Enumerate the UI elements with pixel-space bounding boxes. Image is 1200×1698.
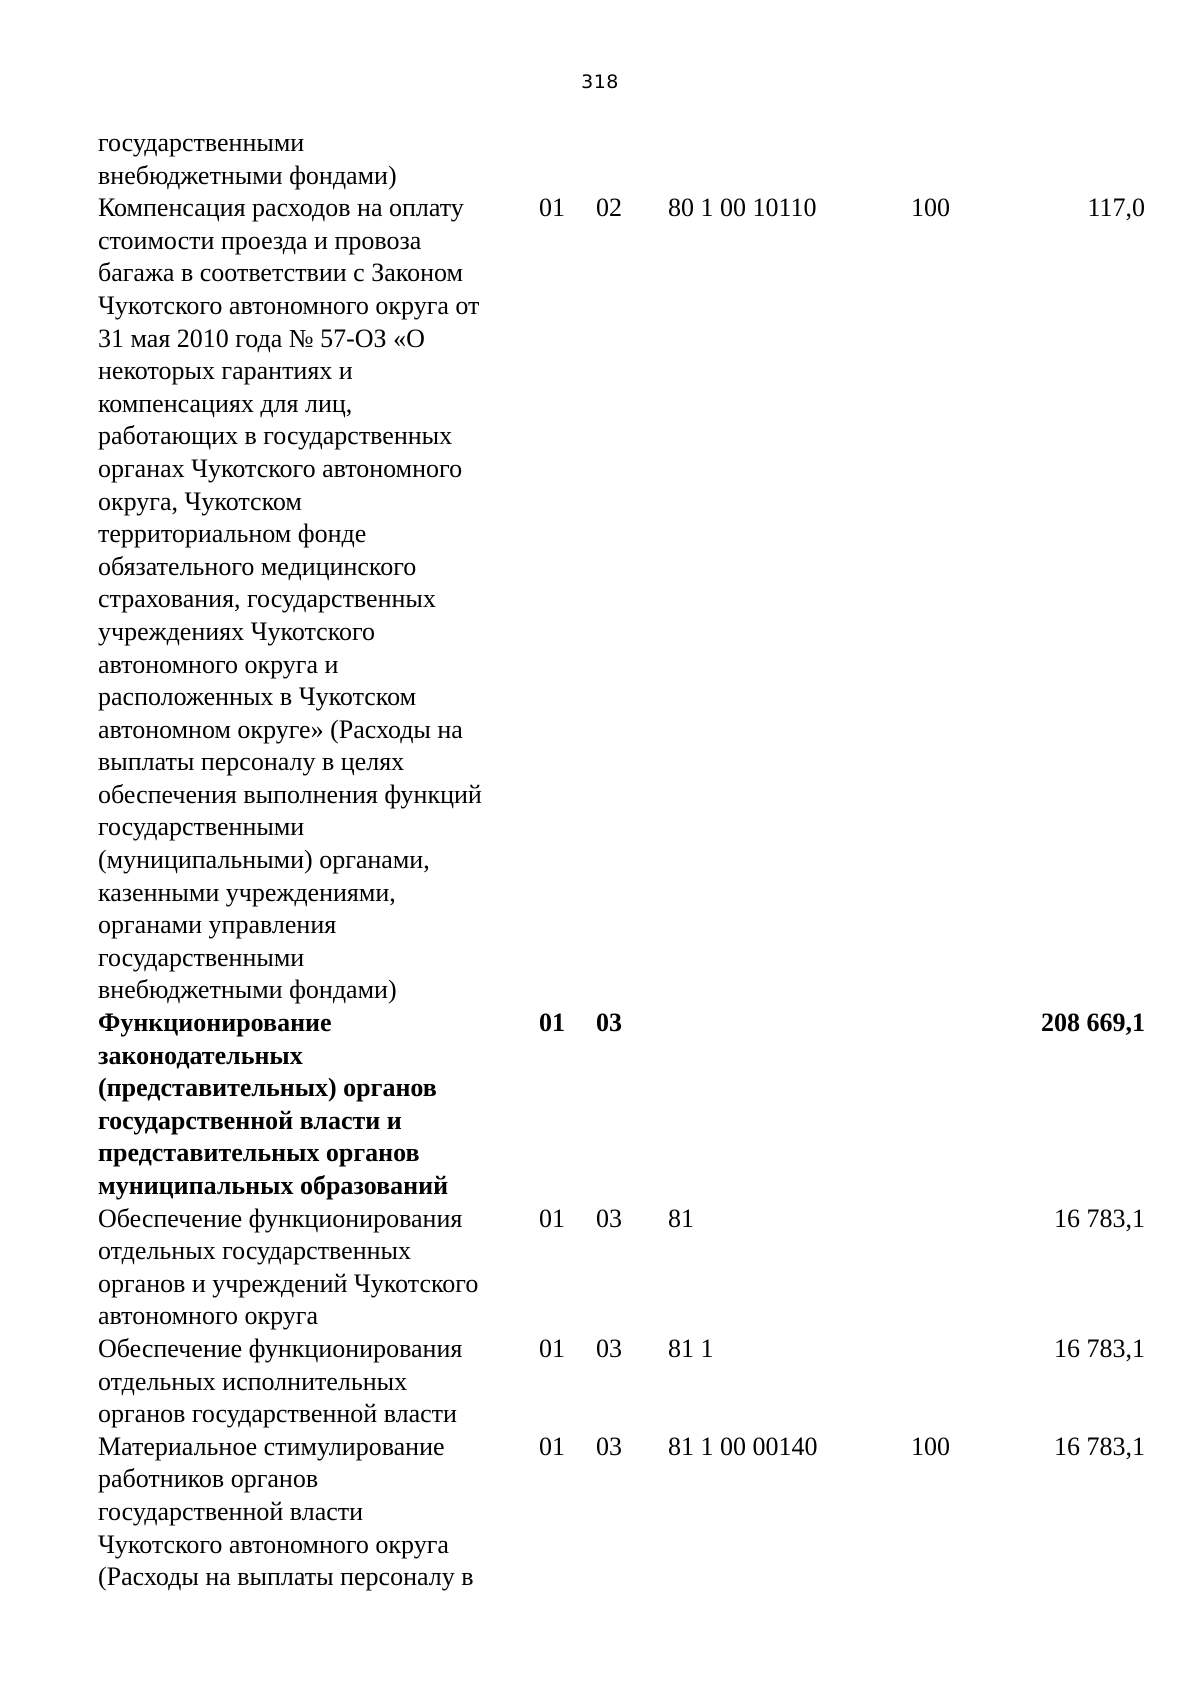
row-name-line: багажа в соответствии с Законом: [98, 258, 463, 288]
row-name-line: государственными: [98, 942, 305, 972]
row-name-line: работников органов: [98, 1464, 319, 1494]
section-code: 01: [539, 1333, 565, 1363]
row-name-line: страхования, государственных: [98, 584, 436, 614]
row-name-line: автономного округа: [98, 1301, 318, 1331]
row-name-line: органов государственной власти: [98, 1399, 457, 1429]
row-name: [98, 1431, 528, 1594]
row-name-line: Компенсация расходов на оплату: [98, 193, 464, 223]
row-name-line: законодательных: [98, 1040, 303, 1070]
row-name-line: Чукотского автономного округа от: [98, 290, 480, 320]
page-number: 318: [581, 71, 619, 93]
expense-type-code: 100: [911, 193, 950, 223]
row-name-line: выплаты персоналу в целях: [98, 747, 405, 777]
row-name-line: органов и учреждений Чукотского: [98, 1268, 479, 1298]
target-article-code: 80 1 00 10110: [668, 193, 817, 223]
row-name-line: внебюджетными фондами): [98, 975, 397, 1005]
row-name-line: (муниципальными) органами,: [98, 845, 430, 875]
table-row: [0, 192, 1200, 1007]
row-name-line: работающих в государственных: [98, 421, 453, 451]
row-name: [98, 1203, 528, 1333]
row-name-line: 31 мая 2010 года № 57-ОЗ «О: [98, 323, 425, 353]
row-name-line: Обеспечение функционирования: [98, 1333, 463, 1363]
row-name-line: Материальное стимулирование: [98, 1431, 445, 1461]
row-name-line: учреждениях Чукотского: [98, 616, 376, 646]
row-name-line: обеспечения выполнения функций: [98, 779, 482, 809]
table-row: [0, 127, 1200, 192]
row-name-line: государственными: [98, 812, 305, 842]
row-name-line: представительных органов: [98, 1138, 420, 1168]
table-row: [0, 1203, 1200, 1333]
section-code: 01: [539, 1008, 565, 1038]
row-name: [98, 192, 528, 1007]
row-name-line: автономном округе» (Расходы на: [98, 714, 463, 744]
row-name-line: некоторых гарантиях и: [98, 356, 353, 386]
subsection-code: 02: [596, 193, 622, 223]
subsection-code: 03: [596, 1008, 622, 1038]
subsection-code: 03: [596, 1333, 622, 1363]
row-name-line: Чукотского автономного округа: [98, 1529, 449, 1559]
row-name-line: расположенных в Чукотском: [98, 682, 417, 712]
row-name-line: муниципальных образований: [98, 1171, 449, 1200]
table-row: [0, 1333, 1200, 1431]
table-row: [0, 1431, 1200, 1594]
row-name-line: территориальном фонде: [98, 519, 367, 549]
amount: 16 783,1: [1054, 1431, 1145, 1461]
row-name-line: (представительных) органов: [98, 1073, 437, 1103]
subsection-code: 03: [596, 1203, 622, 1233]
row-name: [98, 1333, 528, 1431]
amount: 16 783,1: [1054, 1203, 1145, 1233]
target-article-code: 81: [668, 1203, 694, 1233]
budget-table: [0, 127, 1200, 1594]
row-name-line: государственными: [98, 128, 305, 157]
section-code: 01: [539, 193, 565, 223]
row-name-line: государственной власти и: [98, 1105, 402, 1135]
row-name-line: автономного округа и: [98, 649, 339, 679]
amount: 16 783,1: [1054, 1333, 1145, 1363]
row-name-line: государственной власти: [98, 1496, 364, 1526]
target-article-code: 81 1: [668, 1333, 714, 1363]
amount: 117,0: [1087, 193, 1145, 223]
table-row: [0, 1007, 1200, 1203]
row-name-line: внебюджетными фондами): [98, 160, 397, 190]
section-code: 01: [539, 1431, 565, 1461]
row-name-line: обязательного медицинского: [98, 551, 417, 581]
row-name-line: казенными учреждениями,: [98, 877, 396, 907]
row-name-line: (Расходы на выплаты персоналу в: [98, 1562, 474, 1592]
row-name-line: отдельных исполнительных: [98, 1366, 408, 1396]
row-name-line: отдельных государственных: [98, 1236, 412, 1266]
row-name: [98, 127, 528, 192]
amount: 208 669,1: [1041, 1008, 1145, 1038]
subsection-code: 03: [596, 1431, 622, 1461]
row-name-line: стоимости проезда и провоза: [98, 225, 422, 255]
row-name-line: компенсациях для лиц,: [98, 388, 353, 418]
row-name-line: Обеспечение функционирования: [98, 1203, 463, 1233]
row-name-line: Функционирование: [98, 1008, 332, 1038]
row-name: [98, 1007, 528, 1203]
row-name-line: округа, Чукотском: [98, 486, 302, 516]
target-article-code: 81 1 00 00140: [668, 1431, 818, 1461]
expense-type-code: 100: [911, 1431, 950, 1461]
row-name-line: органами управления: [98, 910, 337, 940]
row-name-line: органах Чукотского автономного: [98, 453, 463, 483]
section-code: 01: [539, 1203, 565, 1233]
